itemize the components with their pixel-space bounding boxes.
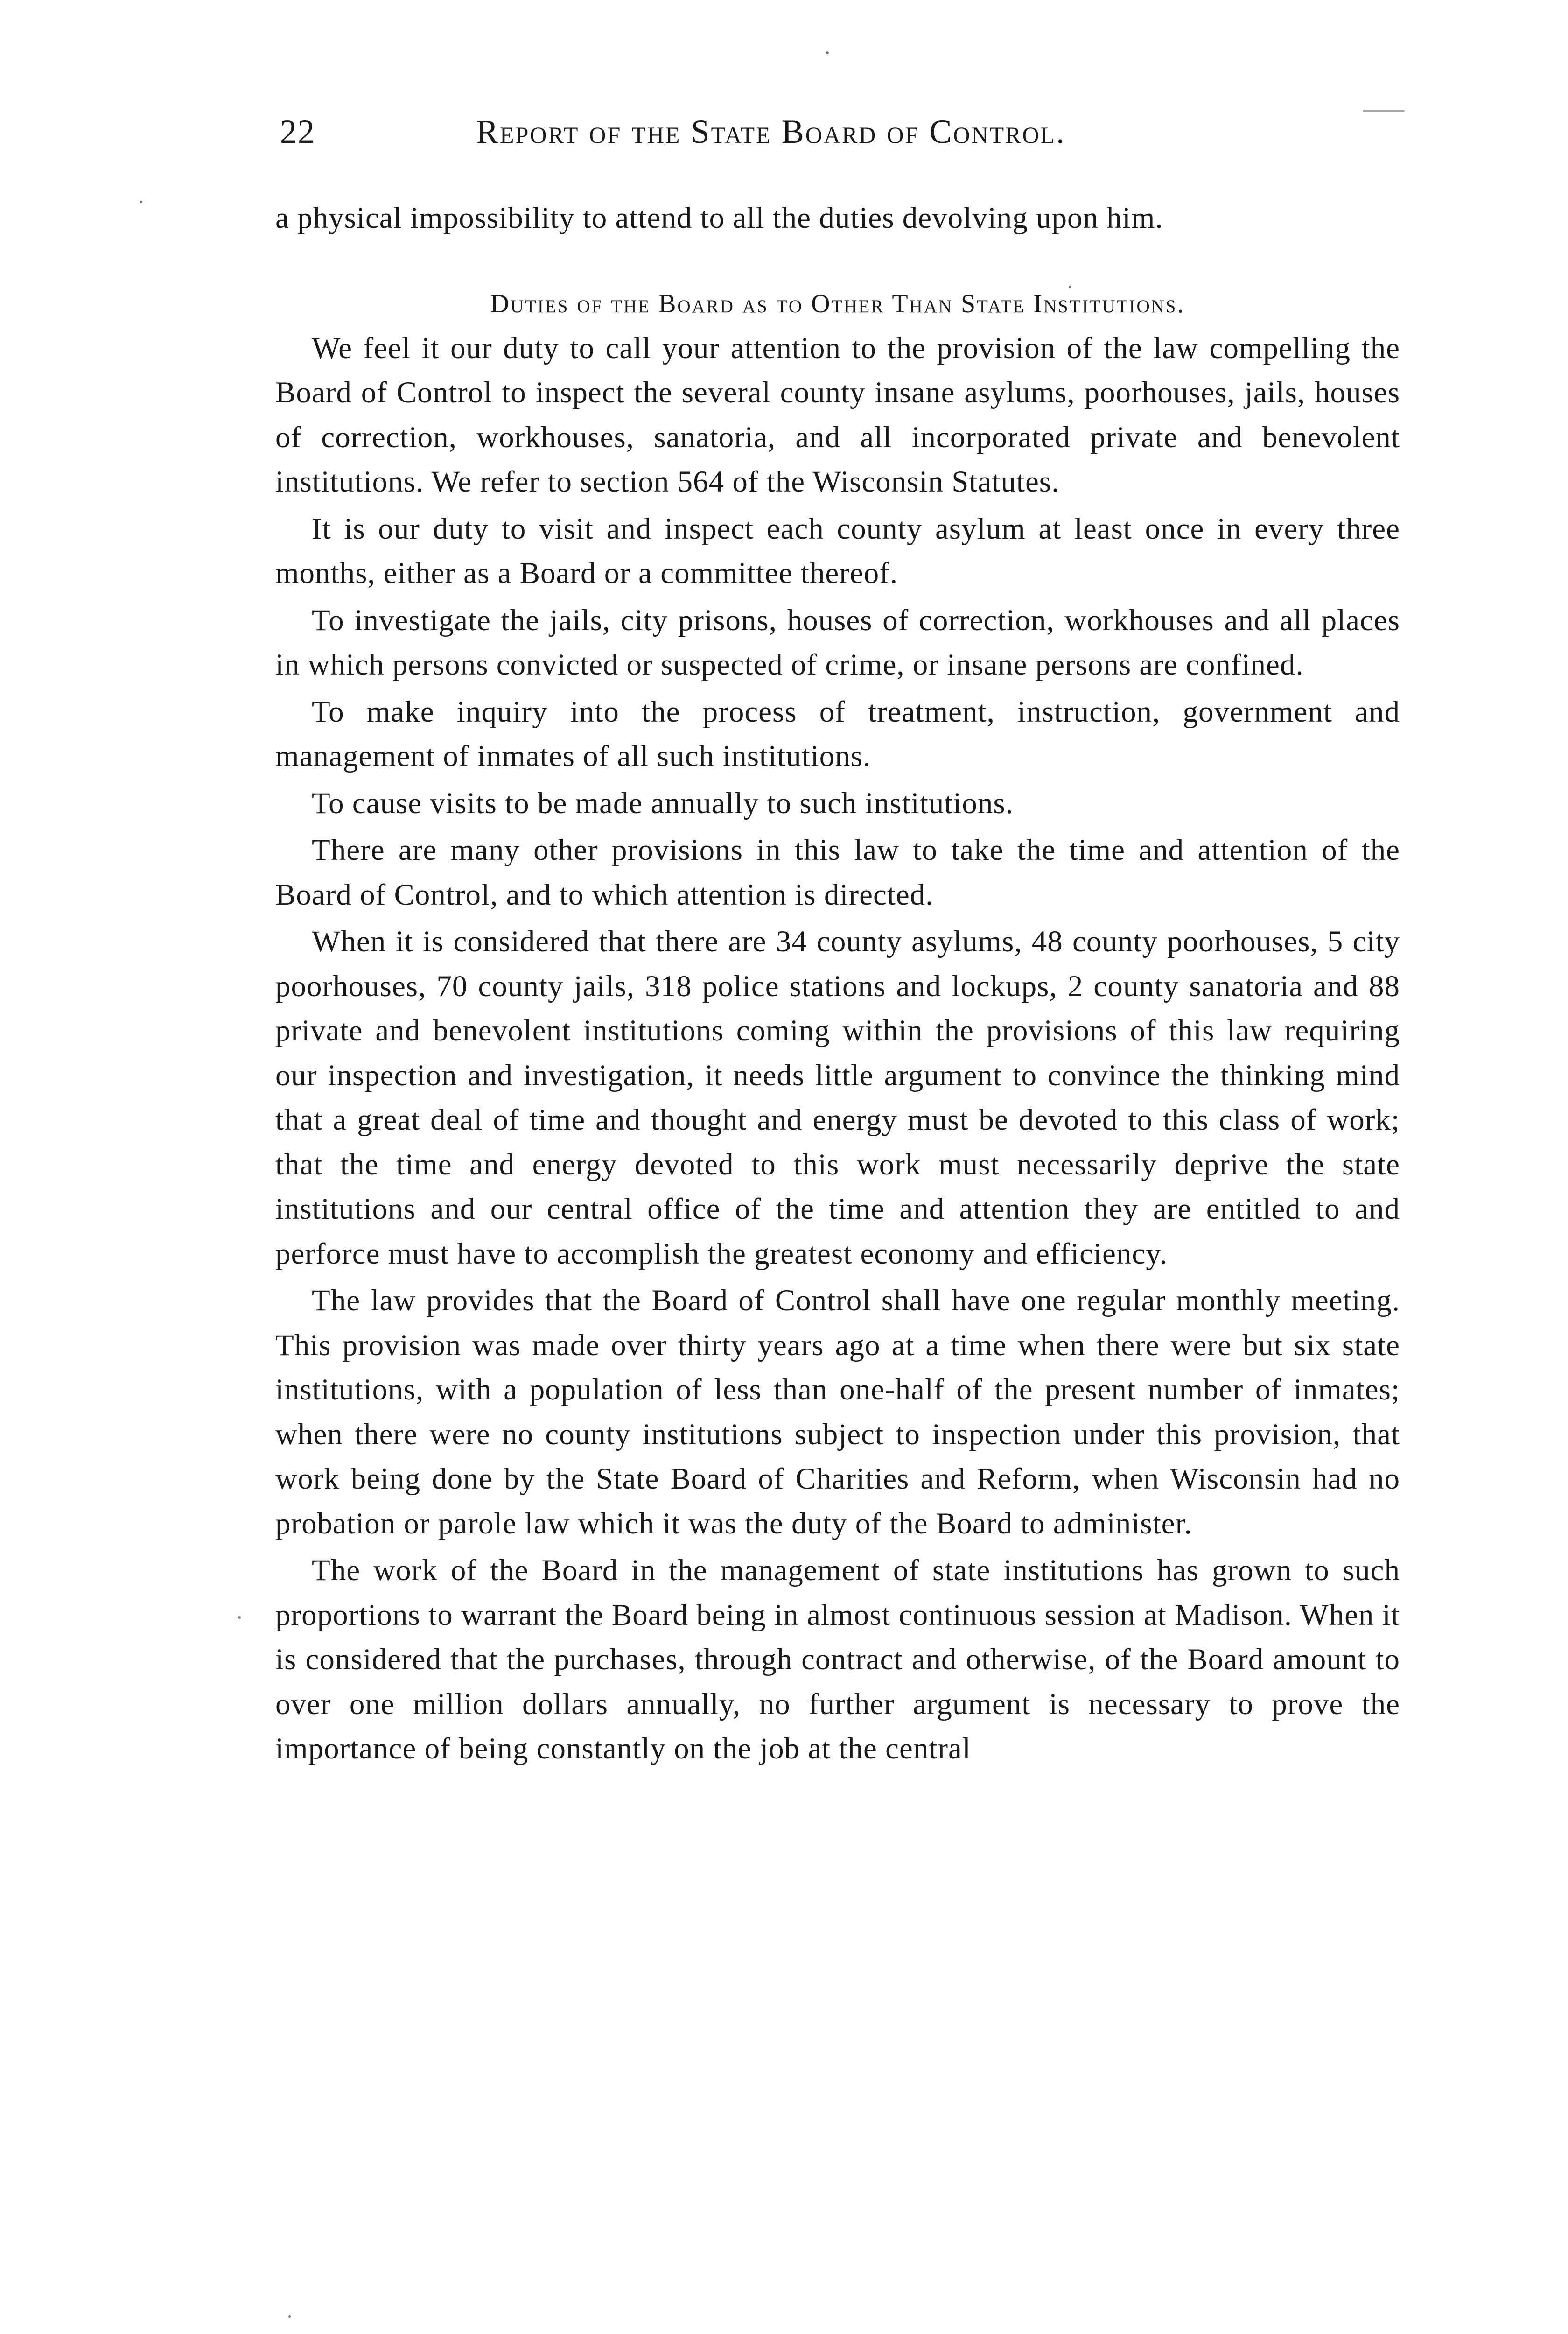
page-number: 22 [280,113,315,150]
paragraph-monthly-meeting: The law provides that the Board of Control shall have one regular monthly meeting. This provision was made over thirty years ago at a time when there were but six state institutions, with a population of less than one-half of the present number of inmates; when there were no county institutions subject to inspection under this provision, that work being done by the State Board of Charities and Reform, when Wisconsin had no probation or parole law which it was the duty of the Board to administer. [275,1284,1400,1540]
paragraph-provision-of-law: We feel it our duty to call your attention to the provision of the law compelling the Board of Control to inspect the several county insane asylums, poorhouses, jails, houses of correction, workhouses, sanatoria, and all incorporated private and benevolent institutions. We refer to section 564 of the Wisconsin Statutes. [275,331,1400,499]
paragraph-investigate-jails: To investigate the jails, city prisons, houses of correction, workhouses and all places in which persons convicted or suspected of crime, or insane persons are confined. [275,603,1400,682]
scan-speck [1363,110,1405,112]
body-text [275,196,1400,1774]
paragraph-other-provisions: There are many other provisions in this law to take the time and attention of the Board of Control, and to which attention is directed. [275,833,1400,912]
scan-speck [288,2315,291,2318]
paragraph-visit-asylums: It is our duty to visit and inspect each county asylum at least once in every three months, either as a Board or a committee thereof. [275,512,1400,590]
continued-paragraph: a physical impossibility to attend to all the duties devolving upon him. [275,201,1163,235]
scan-speck [140,201,142,203]
section-heading: Duties of the Board as to Other Than State Institutions. [490,289,1185,318]
scan-speck [1069,286,1071,288]
running-title: Report of the State Board of Control. [476,113,1066,150]
paragraph-work-of-board: The work of the Board in the management of state institutions has grown to such proportions to warrant the Board being in almost continuous session at Madison. When it is considered that the purchases, through contract and otherwise, of the Board amount to over one million dollars annually, no further argument is necessary to prove the importance of being constantly on the job at the central [275,1554,1400,1765]
paragraph-make-inquiry: To make inquiry into the process of treatment, instruction, government and management of inmates of all such institutions. [275,695,1400,773]
paragraph-cause-visits: To cause visits to be made annually to such institutions. [312,786,1014,820]
paragraph-institution-counts: When it is considered that there are 34 county asylums, 48 county poorhouses, 5 city poorhouses, 70 county jails, 318 police stations and lockups, 2 county sanatoria and 88 private and benevolent institutions coming within the provisions of this law requiring our inspection and investigation, it needs little argument to convince the thinking mind that a great deal of time and thought and energy must be devoted to this class of work; that the time and energy devoted to this work must necessarily deprive the state institutions and our central office of the time and attention they are entitled to and perforce must have to accomplish the greatest economy and efficiency. [275,925,1400,1271]
running-head [280,108,1400,164]
scan-speck [826,51,829,54]
scan-speck [238,1616,241,1619]
